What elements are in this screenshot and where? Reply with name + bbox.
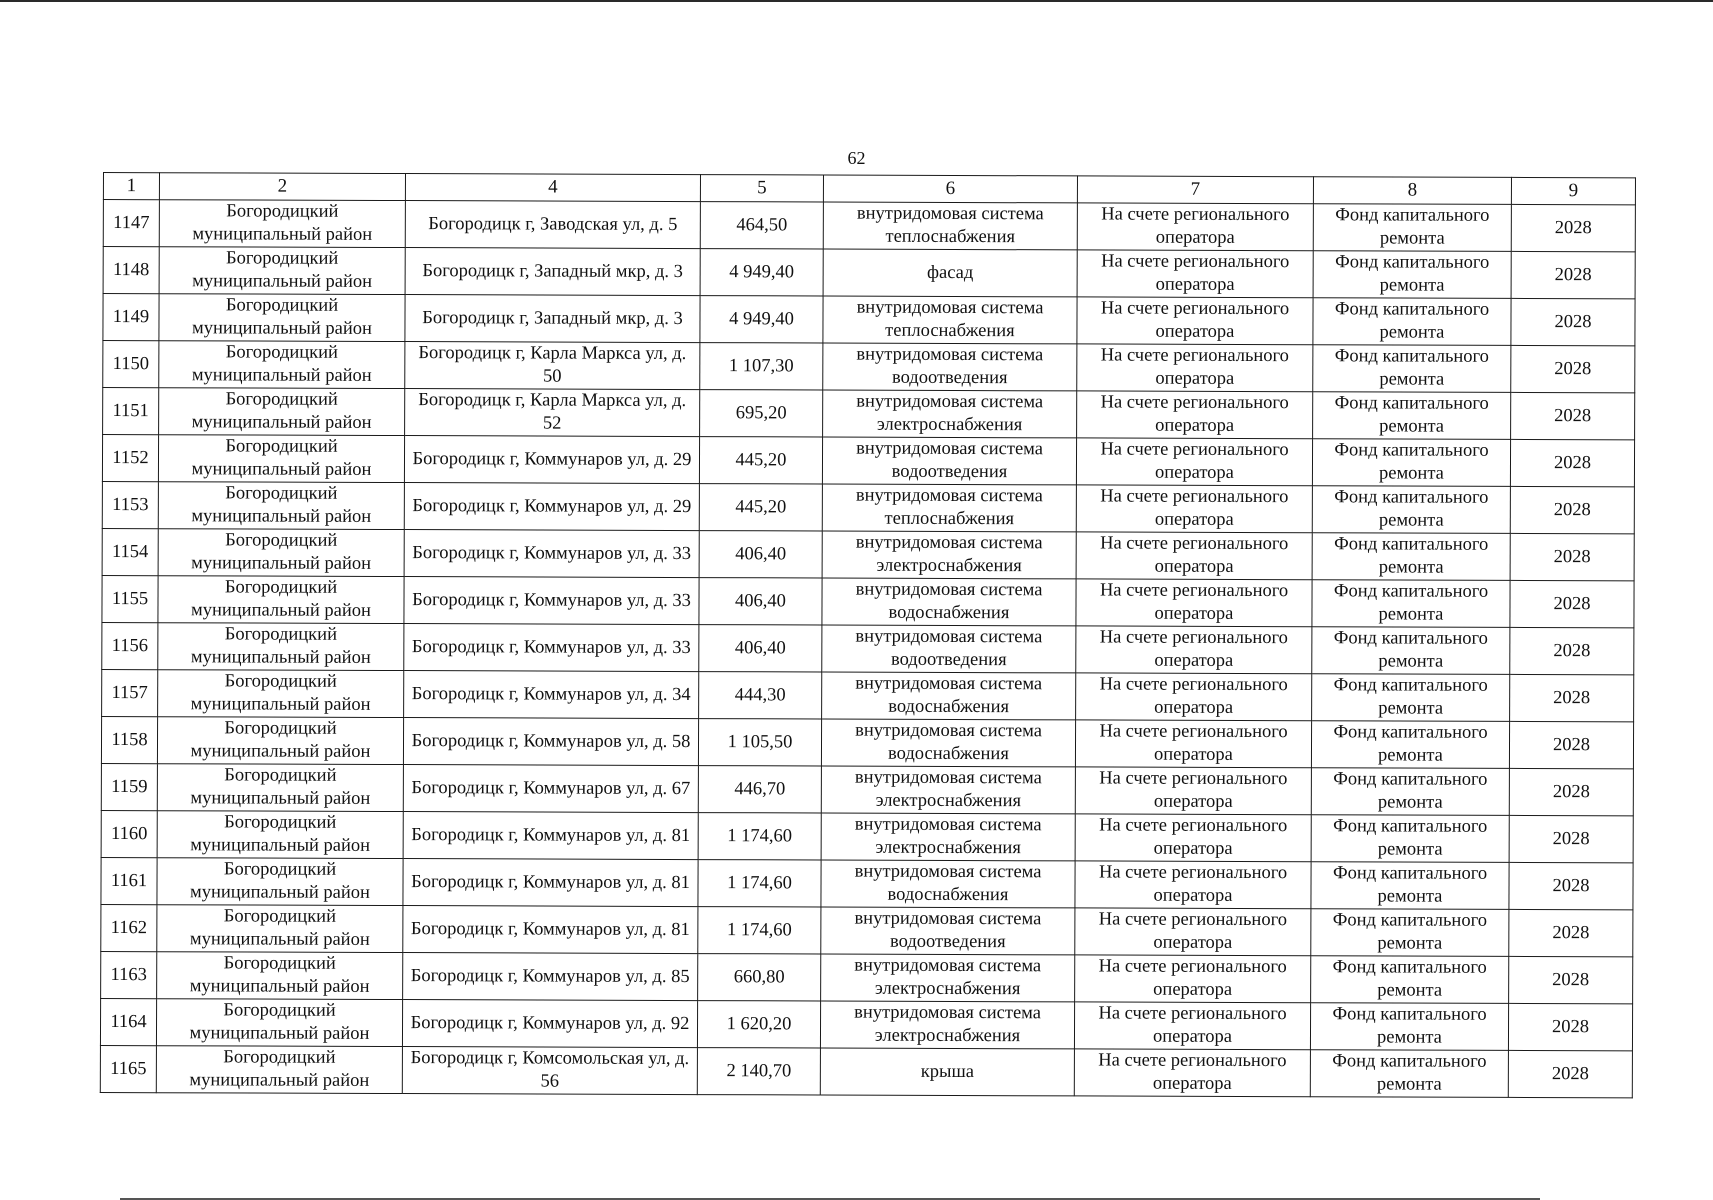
fund-account-cell: На счете регионального оператора xyxy=(1075,955,1311,1003)
repair-element-cell: внутридомовая система электроснабжения xyxy=(821,954,1075,1002)
municipal-district-cell: Богородицкий муниципальный район xyxy=(158,529,404,577)
repair-year-cell: 2028 xyxy=(1510,674,1634,721)
row-number-cell: 1149 xyxy=(103,294,159,341)
fund-account-cell: На счете регионального оператора xyxy=(1076,485,1312,533)
municipal-district-cell: Богородицкий муниципальный район xyxy=(157,952,403,1000)
repair-element-cell: внутридомовая система теплоснабжения xyxy=(823,202,1077,250)
municipal-district-cell: Богородицкий муниципальный район xyxy=(157,764,403,812)
repair-element-cell: внутридомовая система водоснабжения xyxy=(822,672,1076,720)
repair-element-cell: внутридомовая система электроснабжения xyxy=(821,813,1075,861)
header-cell: 8 xyxy=(1313,177,1511,205)
repair-year-cell: 2028 xyxy=(1510,580,1634,627)
fund-account-cell: На счете регионального оператора xyxy=(1075,814,1311,862)
address-cell: Богородицк г, Коммунаров ул, д. 81 xyxy=(403,859,698,907)
funding-source-cell: Фонд капитального ремонта xyxy=(1310,1050,1508,1098)
row-number-cell: 1150 xyxy=(103,341,159,388)
row-number-cell: 1165 xyxy=(100,1045,156,1092)
row-number-cell: 1159 xyxy=(101,763,157,810)
repair-element-cell: внутридомовая система водоотведения xyxy=(821,907,1075,955)
row-number-cell: 1162 xyxy=(101,904,157,951)
table-row xyxy=(103,200,1635,252)
municipal-district-cell: Богородицкий муниципальный район xyxy=(157,717,403,765)
funding-source-cell: Фонд капитального ремонта xyxy=(1311,721,1509,769)
municipal-district-cell: Богородицкий муниципальный район xyxy=(156,999,402,1047)
repair-year-cell: 2028 xyxy=(1508,1003,1632,1050)
address-cell: Богородицк г, Коммунаров ул, д. 67 xyxy=(403,765,698,813)
table-body xyxy=(100,200,1635,1098)
funding-source-cell: Фонд капитального ремонта xyxy=(1311,956,1509,1004)
area-value-cell: 4 949,40 xyxy=(700,249,823,296)
area-value-cell: 464,50 xyxy=(700,202,823,249)
repair-year-cell: 2028 xyxy=(1508,1050,1632,1097)
row-number-cell: 1158 xyxy=(101,716,157,763)
table-row xyxy=(103,388,1635,440)
address-cell: Богородицк г, Коммунаров ул, д. 34 xyxy=(404,671,699,719)
area-value-cell: 444,30 xyxy=(699,672,822,719)
funding-source-cell: Фонд капитального ремонта xyxy=(1312,627,1510,675)
fund-account-cell: На счете регионального оператора xyxy=(1075,720,1311,768)
area-value-cell: 406,40 xyxy=(699,578,822,625)
address-cell: Богородицк г, Карла Маркса ул, д. 50 xyxy=(405,342,700,390)
address-cell: Богородицк г, Коммунаров ул, д. 85 xyxy=(403,953,698,1001)
address-cell: Богородицк г, Коммунаров ул, д. 81 xyxy=(403,906,698,954)
funding-source-cell: Фонд капитального ремонта xyxy=(1312,533,1510,581)
row-number-cell: 1157 xyxy=(102,669,158,716)
repair-year-cell: 2028 xyxy=(1509,909,1633,956)
area-value-cell: 446,70 xyxy=(698,766,821,813)
funding-source-cell: Фонд капитального ремонта xyxy=(1312,439,1510,487)
table-row xyxy=(102,669,1634,721)
fund-account-cell: На счете регионального оператора xyxy=(1077,203,1313,251)
funding-source-cell: Фонд капитального ремонта xyxy=(1312,674,1510,722)
table-row xyxy=(102,575,1634,627)
repair-year-cell: 2028 xyxy=(1510,439,1634,486)
area-value-cell: 406,40 xyxy=(699,531,822,578)
address-cell: Богородицк г, Западный мкр, д. 3 xyxy=(405,295,700,343)
area-value-cell: 660,80 xyxy=(698,954,821,1001)
repair-year-cell: 2028 xyxy=(1509,862,1633,909)
row-number-cell: 1151 xyxy=(103,388,159,435)
address-cell: Богородицк г, Коммунаров ул, д. 33 xyxy=(404,577,699,625)
row-number-cell: 1163 xyxy=(101,951,157,998)
repair-element-cell: внутридомовая система водоотведения xyxy=(823,343,1077,391)
area-value-cell: 1 620,20 xyxy=(697,1001,820,1048)
row-number-cell: 1152 xyxy=(102,435,158,482)
row-number-cell: 1164 xyxy=(100,998,156,1045)
municipal-district-cell: Богородицкий муниципальный район xyxy=(158,670,404,718)
repair-year-cell: 2028 xyxy=(1509,815,1633,862)
address-cell: Богородицк г, Комсомольская ул, д. 56 xyxy=(402,1047,697,1095)
row-number-cell: 1161 xyxy=(101,857,157,904)
area-value-cell: 1 174,60 xyxy=(698,907,821,954)
fund-account-cell: На счете регионального оператора xyxy=(1076,579,1312,627)
fund-account-cell: На счете регионального оператора xyxy=(1075,861,1311,909)
table-row xyxy=(101,763,1633,815)
row-number-cell: 1148 xyxy=(103,247,159,294)
repair-element-cell: внутридомовая система водоотведения xyxy=(822,625,1076,673)
page-number: 62 xyxy=(847,148,866,168)
header-cell: 4 xyxy=(405,174,700,202)
area-value-cell: 695,20 xyxy=(700,390,823,437)
repair-element-cell: внутридомовая система электроснабжения xyxy=(822,531,1076,579)
area-value-cell: 406,40 xyxy=(699,625,822,672)
register-table xyxy=(100,172,1636,1098)
fund-account-cell: На счете регионального оператора xyxy=(1075,767,1311,815)
area-value-cell: 4 949,40 xyxy=(700,296,823,343)
address-cell: Богородицк г, Заводская ул, д. 5 xyxy=(405,201,700,249)
table-row xyxy=(101,810,1633,862)
fund-account-cell: На счете регионального оператора xyxy=(1077,297,1313,345)
municipal-district-cell: Богородицкий муниципальный район xyxy=(159,247,405,295)
municipal-district-cell: Богородицкий муниципальный район xyxy=(158,435,404,483)
repair-element-cell: внутридомовая система электроснабжения xyxy=(823,390,1077,438)
fund-account-cell: На счете регионального оператора xyxy=(1074,1002,1310,1050)
row-number-cell: 1156 xyxy=(102,622,158,669)
funding-source-cell: Фонд капитального ремонта xyxy=(1311,768,1509,816)
funding-source-cell: Фонд капитального ремонта xyxy=(1312,486,1510,534)
funding-source-cell: Фонд капитального ремонта xyxy=(1311,862,1509,910)
repair-year-cell: 2028 xyxy=(1510,627,1634,674)
table-row xyxy=(103,247,1635,299)
table-row xyxy=(102,528,1634,580)
funding-source-cell: Фонд капитального ремонта xyxy=(1313,345,1511,393)
area-value-cell: 1 105,50 xyxy=(698,719,821,766)
funding-source-cell: Фонд капитального ремонта xyxy=(1312,580,1510,628)
fund-account-cell: На счете регионального оператора xyxy=(1076,532,1312,580)
municipal-district-cell: Богородицкий муниципальный район xyxy=(157,858,403,906)
area-value-cell: 1 107,30 xyxy=(700,343,823,390)
municipal-district-cell: Богородицкий муниципальный район xyxy=(156,1046,402,1094)
funding-source-cell: Фонд капитального ремонта xyxy=(1313,298,1511,346)
repair-year-cell: 2028 xyxy=(1511,298,1635,345)
fund-account-cell: На счете регионального оператора xyxy=(1076,626,1312,674)
repair-element-cell: внутридомовая система водоснабжения xyxy=(821,860,1075,908)
fund-account-cell: На счете регионального оператора xyxy=(1076,438,1312,486)
table-row xyxy=(102,435,1634,487)
address-cell: Богородицк г, Коммунаров ул, д. 33 xyxy=(404,624,699,672)
table-row xyxy=(101,951,1633,1003)
repair-element-cell: внутридомовая система электроснабжения xyxy=(821,766,1075,814)
funding-source-cell: Фонд капитального ремонта xyxy=(1311,815,1509,863)
table-row xyxy=(100,998,1632,1050)
area-value-cell: 2 140,70 xyxy=(697,1048,820,1095)
row-number-cell: 1155 xyxy=(102,575,158,622)
repair-element-cell: внутридомовая система теплоснабжения xyxy=(822,484,1076,532)
repair-element-cell: внутридомовая система теплоснабжения xyxy=(823,296,1077,344)
municipal-district-cell: Богородицкий муниципальный район xyxy=(159,294,405,342)
fund-account-cell: На счете регионального оператора xyxy=(1077,391,1313,439)
fund-account-cell: На счете регионального оператора xyxy=(1077,250,1313,298)
fund-account-cell: На счете регионального оператора xyxy=(1076,673,1312,721)
repair-year-cell: 2028 xyxy=(1511,345,1635,392)
municipal-district-cell: Богородицкий муниципальный район xyxy=(158,576,404,624)
repair-year-cell: 2028 xyxy=(1509,721,1633,768)
repair-element-cell: фасад xyxy=(823,249,1077,297)
repair-year-cell: 2028 xyxy=(1509,768,1633,815)
funding-source-cell: Фонд капитального ремонта xyxy=(1313,204,1511,252)
repair-element-cell: внутридомовая система электроснабжения xyxy=(820,1001,1074,1049)
municipal-district-cell: Богородицкий муниципальный район xyxy=(158,482,404,530)
header-cell: 1 xyxy=(103,173,159,200)
address-cell: Богородицк г, Коммунаров ул, д. 29 xyxy=(404,436,699,484)
repair-year-cell: 2028 xyxy=(1511,251,1635,298)
table-row xyxy=(100,1045,1632,1097)
area-value-cell: 1 174,60 xyxy=(698,813,821,860)
funding-source-cell: Фонд капитального ремонта xyxy=(1311,909,1509,957)
funding-source-cell: Фонд капитального ремонта xyxy=(1313,251,1511,299)
repair-element-cell: крыша xyxy=(820,1048,1074,1096)
repair-year-cell: 2028 xyxy=(1511,392,1635,439)
table-row xyxy=(103,341,1635,393)
fund-account-cell: На счете регионального оператора xyxy=(1074,1049,1310,1097)
repair-element-cell: внутридомовая система водоснабжения xyxy=(821,719,1075,767)
address-cell: Богородицк г, Коммунаров ул, д. 29 xyxy=(404,483,699,531)
address-cell: Богородицк г, Коммунаров ул, д. 33 xyxy=(404,530,699,578)
area-value-cell: 445,20 xyxy=(699,437,822,484)
header-cell: 7 xyxy=(1077,176,1313,204)
address-cell: Богородицк г, Западный мкр, д. 3 xyxy=(405,248,700,296)
table-row xyxy=(102,622,1634,674)
row-number-cell: 1153 xyxy=(102,481,158,528)
repair-year-cell: 2028 xyxy=(1509,956,1633,1003)
row-number-cell: 1154 xyxy=(102,528,158,575)
repair-year-cell: 2028 xyxy=(1510,533,1634,580)
municipal-district-cell: Богородицкий муниципальный район xyxy=(157,905,403,953)
address-cell: Богородицк г, Коммунаров ул, д. 92 xyxy=(402,1000,697,1048)
table-row xyxy=(101,904,1633,956)
header-cell: 2 xyxy=(159,173,405,201)
funding-source-cell: Фонд капитального ремонта xyxy=(1310,1003,1508,1051)
repair-year-cell: 2028 xyxy=(1510,486,1634,533)
municipal-district-cell: Богородицкий муниципальный район xyxy=(159,388,405,436)
area-value-cell: 1 174,60 xyxy=(698,860,821,907)
fund-account-cell: На счете регионального оператора xyxy=(1077,344,1313,392)
repair-year-cell: 2028 xyxy=(1511,204,1635,251)
table-row xyxy=(102,481,1634,533)
header-cell: 6 xyxy=(823,175,1077,203)
table-row xyxy=(103,294,1635,346)
header-cell: 9 xyxy=(1511,177,1635,204)
address-cell: Богородицк г, Карла Маркса ул, д. 52 xyxy=(405,389,700,437)
area-value-cell: 445,20 xyxy=(699,484,822,531)
fund-account-cell: На счете регионального оператора xyxy=(1075,908,1311,956)
row-number-cell: 1160 xyxy=(101,810,157,857)
municipal-district-cell: Богородицкий муниципальный район xyxy=(159,200,405,248)
repair-element-cell: внутридомовая система водоснабжения xyxy=(822,578,1076,626)
address-cell: Богородицк г, Коммунаров ул, д. 81 xyxy=(403,812,698,860)
header-cell: 5 xyxy=(700,175,823,202)
municipal-district-cell: Богородицкий муниципальный район xyxy=(158,623,404,671)
table-row xyxy=(101,716,1633,768)
municipal-district-cell: Богородицкий муниципальный район xyxy=(157,811,403,859)
funding-source-cell: Фонд капитального ремонта xyxy=(1313,392,1511,440)
row-number-cell: 1147 xyxy=(103,200,159,247)
address-cell: Богородицк г, Коммунаров ул, д. 58 xyxy=(403,718,698,766)
repair-element-cell: внутридомовая система водоотведения xyxy=(822,437,1076,485)
table-row xyxy=(101,857,1633,909)
municipal-district-cell: Богородицкий муниципальный район xyxy=(159,341,405,389)
scan-top-edge xyxy=(0,0,1713,2)
